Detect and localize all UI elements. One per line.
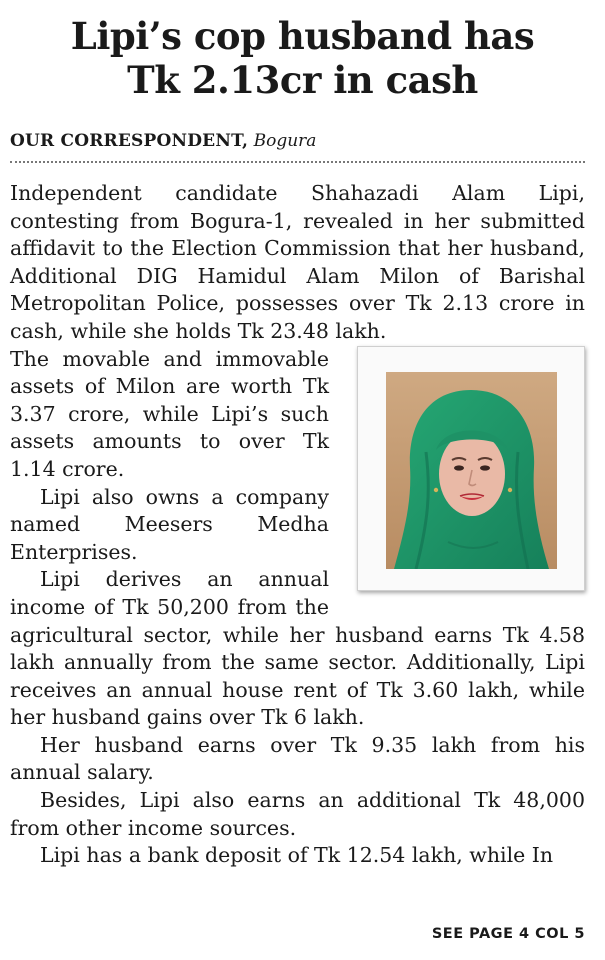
paragraph-1: Independent candidate Shahazadi Alam Lipi, contesting from Bogura-1, revealed in her submitted affidavit to the Election Commission that her husband, Additional DIG Hamidul Alam Milon of Barishal Metropolitan Police, possesses over Tk 2.13 crore in cash, while she holds Tk 23.48 lakh. [10, 181, 585, 343]
headline-line-2: Tk 2.13cr in cash [127, 58, 478, 102]
portrait-image [386, 372, 557, 569]
byline-location: Bogura [253, 131, 317, 151]
paragraph-7: Lipi has a bank deposit of Tk 12.54 lakh, while In [40, 843, 554, 868]
candidate-photo [357, 346, 585, 591]
byline [10, 130, 316, 152]
headline-line-1: Lipi’s cop husband has [70, 14, 535, 58]
headline [0, 14, 605, 102]
paragraph-6: Besides, Lipi also earns an additional Tk 48,000 from other income sources. [10, 788, 585, 840]
paragraph-3: Lipi also owns a company named Meesers Medha Enterprises. [10, 484, 329, 564]
paragraph-5: Her husband earns over Tk 9.35 lakh from his annual salary. [10, 732, 585, 785]
byline-author: OUR CORRESPONDENT, [10, 131, 249, 151]
dotted-divider [10, 161, 585, 163]
continuation-note: SEE PAGE 4 COL 5 [431, 926, 585, 942]
paragraph-4: Lipi derives an annual income of Tk 50,200 from the agricultural sector, while her husband earns Tk 4.58 lakh annually from the same sector. Additionally, Lipi receives an annual house rent of Tk 3.60 lakh, while her husband gains over Tk 6 lakh. [10, 567, 585, 730]
article-body [10, 180, 585, 870]
paragraph-2: The movable and immovable assets of Milon are worth Tk 3.37 crore, while Lipi’s such assets amounts to over Tk 1.14 crore. [10, 346, 329, 481]
